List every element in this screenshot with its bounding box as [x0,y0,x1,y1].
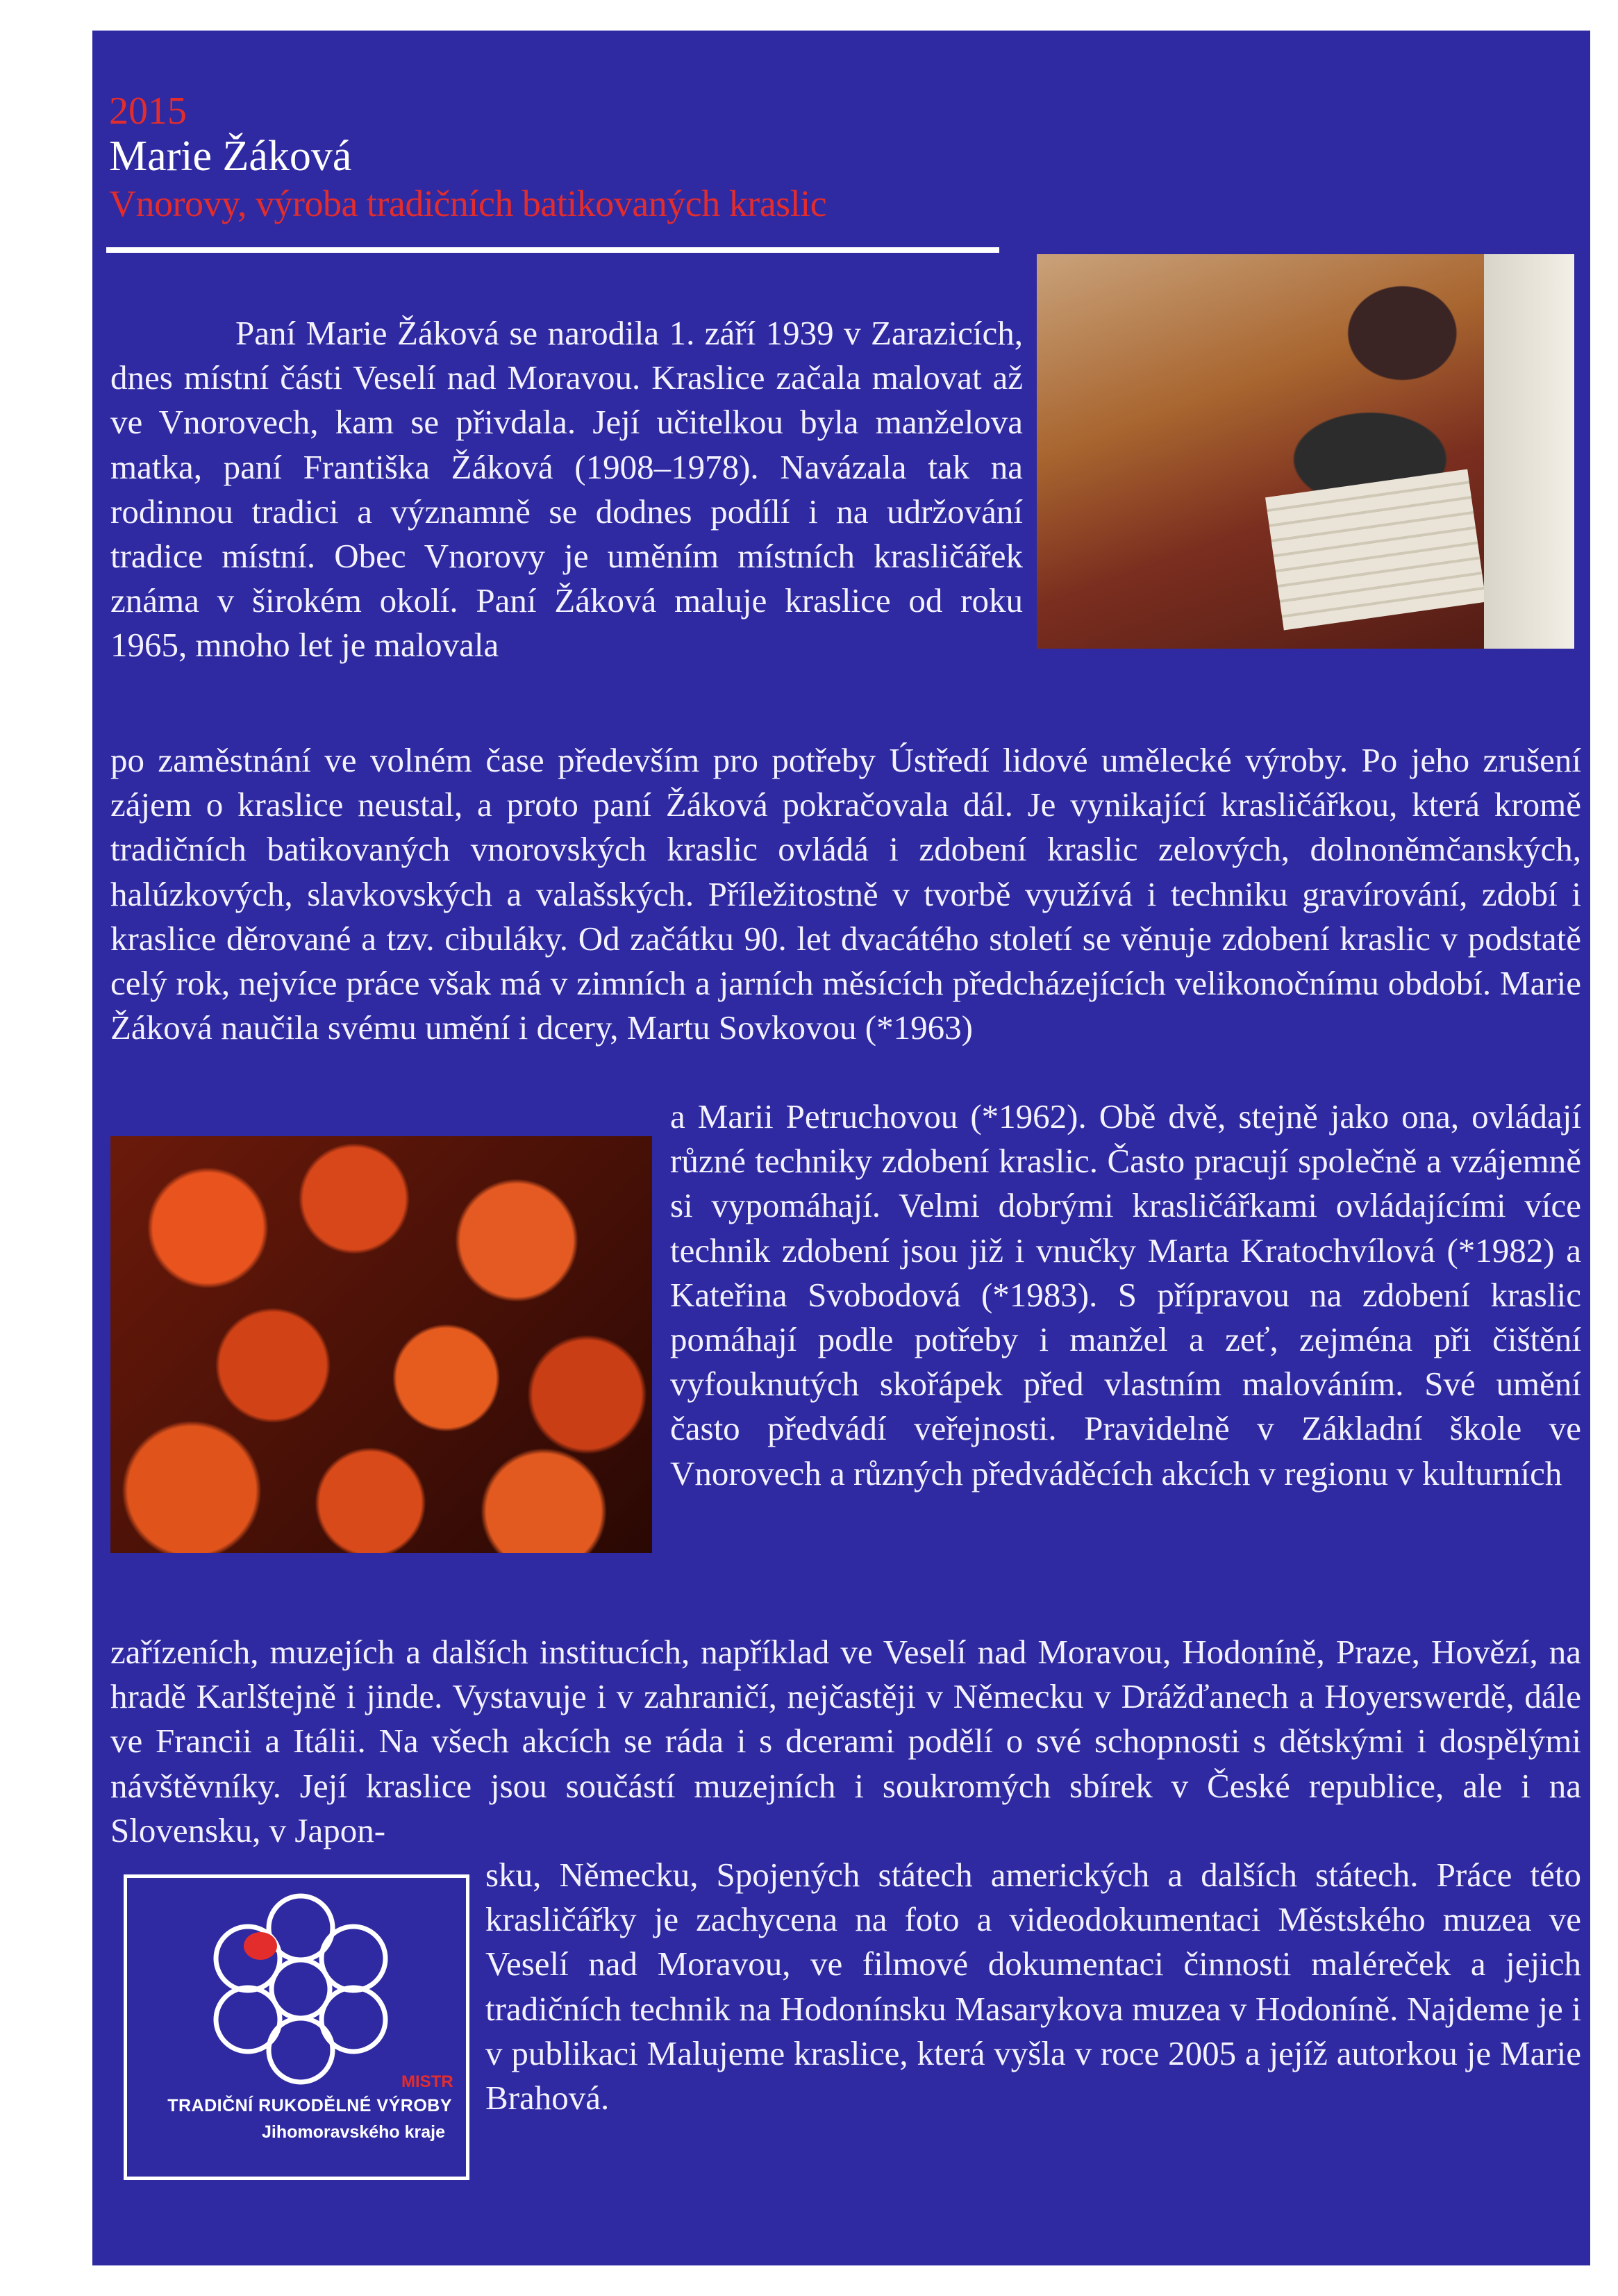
subtitle: Vnorovy, výroba tradičních batikovaných kraslic [109,183,827,224]
paragraph-3: a Marii Petruchovou (*1962). Obě dvě, stejně jako ona, ovládají různé techniky zdobení kraslic. Často pracují společně a vzájemně si vypomáhají. Velmi dobrými krasličářkami ovládajícími více technik zdobení jsou již i vnučky Marta Kratochvílová (*1982) a Kateřina Svobodová (*1983). S přípravou na zdobení kraslic pomáhají podle potřeby i manžel a zeť, zejména při čištění vyfouknutých skořápek před vlastním malováním. Své umění často předvádí veřejnosti. Pravidelně v Základní škole ve Vnorovech a různých předváděcích akcích v regionu v kulturních [670,1097,1581,1492]
year: 2015 [109,90,187,133]
logo-mistr: MISTR [401,2072,453,2091]
mistr-logo [124,1874,469,2180]
photo-decorated-eggs [110,1136,652,1553]
title-rule [106,247,999,253]
paragraph-1: Paní Marie Žáková se narodila 1. září 1939 v Zarazicích, dnes místní části Veselí nad Moravou. Kraslice začala malovat až ve Vnorovech, kam se přivdala. Její učitelkou byla manželova matka, paní Františka Žáková (1908–1978). Navázala tak na rodinnou tradici a významně se dodnes podílí i na udržování tradice místní. Obec Vnorovy je uměním místních krasličářek známa v širokém okolí. Paní Žáková maluje kraslice od roku 1965, mnoho let je malovala [110,314,1023,665]
logo-line-1: TRADIČNÍ RUKODĚLNÉ VÝROBY [167,2096,452,2115]
paragraph-5: sku, Německu, Spojených státech amerických a dalších státech. Práce této krasličářky je zachycena na foto a videodokumentaci Městského muzea ve Veselí nad Moravou, ve filmové dokumentaci činnosti maléreček a jejich tradičních technik na Hodonínsku Masarykova muzea v Hodoníně. Najdeme je i v publikaci Malujeme kraslice, která vyšla v roce 2005 a jejíž autorkou je Marie Brahová. [485,1856,1581,2118]
egg-tray [1265,469,1486,631]
paragraph-2: po zaměstnání ve volném čase především pro potřeby Ústředí lidové umělecké výroby. Po jeho zrušení zájem o kraslice neustal, a proto paní Žáková pokračovala dál. Je vynikající krasličářkou, která kromě tradičních batikovaných vnorovských kraslic ovládá i zdobení kraslic zelových, dolnoněmčanských, halúzkových, slavkovských a valašských. Příležitostně v tvorbě využívá i techniku gravírování, zdobí i kraslice děrované a tzv. cibuláky. Od začátku 90. let dvacátého století se věnuje zdobení kraslic v podstatě celý rok, nejvíce práce však má v zimních a jarních měsících předcházejících velikonočnímu období. Marie Žáková naučila svému umění i dcery, Martu Sovkovou (*1963) [110,741,1581,1047]
artist-name: Marie Žáková [109,133,352,180]
paragraph-4: zařízeních, muzejích a dalších institucích, například ve Veselí nad Moravou, Hodoníně, Praze, Hovězí, na hradě Karlštejně i jinde. Vystavuje i v zahraničí, nejčastěji v Německu v Drážďanech a Hoyerswerdě, dále ve Francii a Itálii. Na všech akcích se ráda i s dcerami podělí o své schopnosti s dětskými i dospělými návštěvníky. Její kraslice jsou součástí muzejních i soukromých sbírek v České republice, ale i na Slovensku, v Japon- [110,1633,1581,1849]
page [92,31,1590,2265]
logo-line-2: Jihomoravského kraje [261,2122,445,2142]
flower-icon [162,1892,440,2086]
photo-artist-painting [1037,254,1574,649]
